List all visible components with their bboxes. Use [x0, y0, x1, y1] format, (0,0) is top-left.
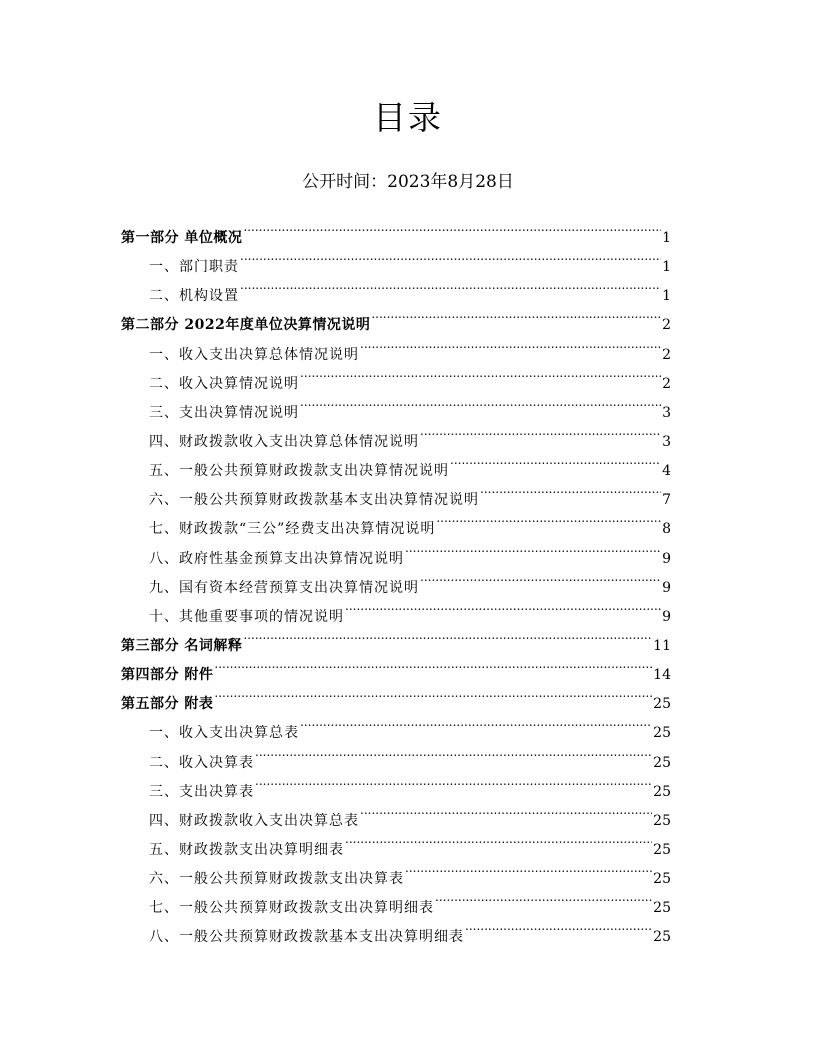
- toc-page-number: 9: [662, 608, 671, 625]
- toc-entry-title: 九、国有资本经营预算支出决算情况说明: [149, 579, 419, 596]
- toc-page-number: 25: [653, 841, 671, 858]
- toc-dot-leader: [371, 300, 661, 329]
- toc-entry-title: 第三部分 名词解释: [121, 637, 243, 654]
- toc-page-number: 9: [662, 579, 671, 596]
- toc-dot-leader: [360, 330, 661, 359]
- toc-page-number: 25: [653, 900, 671, 917]
- toc-page-number: 1: [662, 288, 671, 305]
- toc-dot-leader: [243, 621, 652, 650]
- toc-entry-title: 第四部分 附件: [121, 667, 214, 684]
- toc-dot-leader: [255, 767, 652, 796]
- toc-entry-title: 七、一般公共预算财政拨款支出决算明细表: [149, 900, 434, 917]
- toc-dot-leader: [300, 708, 652, 737]
- toc-dot-leader: [345, 825, 652, 854]
- toc-entry-title: 第一部分 单位概况: [121, 230, 243, 246]
- toc-page-number: 8: [662, 521, 671, 538]
- toc-entry-title: 五、财政拨款支出决算明细表: [149, 841, 344, 858]
- toc-entry-title: 第二部分 2022年度单位决算情况说明: [121, 317, 371, 334]
- toc-dot-leader: [405, 854, 652, 883]
- toc-entry-title: 五、一般公共预算财政拨款支出决算情况说明: [149, 463, 449, 480]
- toc-dot-leader: [240, 242, 661, 271]
- toc-dot-leader: [436, 504, 661, 533]
- toc-entry-title: 六、一般公共预算财政拨款基本支出决算情况说明: [149, 492, 479, 509]
- toc-dot-leader: [240, 271, 661, 300]
- toc-page-number: 11: [653, 637, 671, 654]
- toc-page-number: 25: [653, 871, 671, 888]
- toc-entry-title: 八、政府性基金预算支出决算情况说明: [149, 550, 404, 567]
- toc-dot-leader: [420, 563, 661, 592]
- toc-entry-title: 二、收入决算表: [149, 754, 254, 771]
- toc-page-number: 25: [653, 783, 671, 800]
- toc-dot-leader: [345, 592, 661, 621]
- toc-page-number: 2: [662, 317, 671, 334]
- toc-entry-title: 十、其他重要事项的情况说明: [149, 608, 344, 625]
- toc-page-number: 2: [662, 346, 671, 363]
- toc-dot-leader: [450, 446, 661, 475]
- toc-page-number: 9: [662, 550, 671, 567]
- toc-section-entry[interactable]: [121, 213, 671, 246]
- toc-dot-leader: [465, 912, 652, 941]
- toc-page-number: 1: [662, 230, 671, 246]
- toc-entry-title: 七、财政拨款“三公”经费支出决算情况说明: [149, 521, 436, 538]
- toc-dot-leader: [214, 679, 652, 708]
- toc-entry-title: 二、机构设置: [149, 288, 239, 305]
- toc-page-number: 1: [662, 259, 671, 276]
- toc-entry-title: 一、收入支出决算总表: [149, 725, 299, 742]
- toc-page-number: 2: [662, 375, 671, 392]
- toc-page-number: 7: [662, 492, 671, 509]
- table-of-contents: [121, 213, 671, 946]
- toc-entry-title: 第五部分 附表: [121, 696, 214, 713]
- toc-dot-leader: [300, 359, 661, 388]
- toc-page-number: 4: [662, 463, 671, 480]
- toc-entry-title: 四、财政拨款收入支出决算总表: [149, 812, 359, 829]
- page-title: 目录: [373, 98, 443, 137]
- toc-entry-title: 六、一般公共预算财政拨款支出决算表: [149, 871, 404, 888]
- toc-page-number: 25: [653, 725, 671, 742]
- toc-page-number: 3: [662, 433, 671, 450]
- toc-entry-title: 一、部门职责: [149, 259, 239, 276]
- toc-entry-title: 八、一般公共预算财政拨款基本支出决算明细表: [149, 929, 464, 946]
- toc-entry-title: 二、收入决算情况说明: [149, 375, 299, 392]
- toc-dot-leader: [300, 388, 661, 417]
- toc-dot-leader: [360, 796, 652, 825]
- toc-dot-leader: [435, 883, 652, 912]
- toc-page-number: 25: [653, 812, 671, 829]
- publish-date: 公开时间：2023年8月28日: [302, 172, 514, 192]
- toc-entry-title: 三、支出决算表: [149, 783, 254, 800]
- toc-page-number: 25: [653, 929, 671, 946]
- toc-dot-leader: [214, 650, 652, 679]
- toc-dot-leader: [405, 534, 661, 563]
- toc-page-number: 25: [653, 754, 671, 771]
- toc-dot-leader: [243, 213, 661, 242]
- toc-page-number: 25: [653, 696, 671, 713]
- toc-dot-leader: [255, 738, 652, 767]
- toc-entry-title: 三、支出决算情况说明: [149, 404, 299, 421]
- toc-page-number: 14: [653, 667, 671, 684]
- toc-dot-leader: [480, 475, 661, 504]
- toc-dot-leader: [420, 417, 661, 446]
- toc-page-number: 3: [662, 404, 671, 421]
- toc-entry-title: 一、收入支出决算总体情况说明: [149, 346, 359, 363]
- toc-entry-title: 四、财政拨款收入支出决算总体情况说明: [149, 433, 419, 450]
